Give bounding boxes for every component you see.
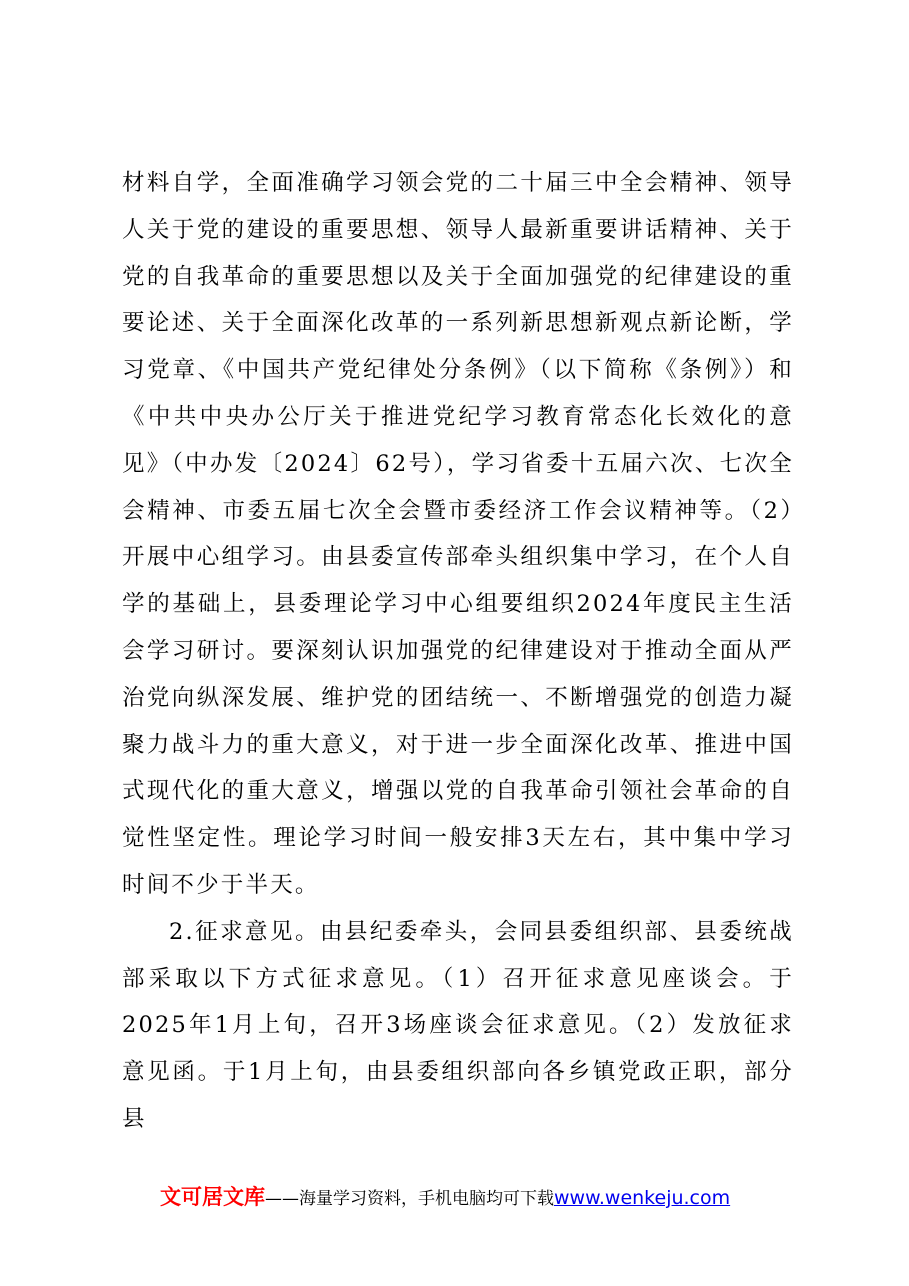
- paragraph-solicit-opinions: 2.征求意见。由县纪委牵头，会同县委组织部、县委统战部采取以下方式征求意见。（1）召开征求意见座谈会。于2025年1月上旬，召开3场座谈会征求意见。（2）发放征求意见函。于1月上旬，由县委组织部向各乡镇党政正职，部分县: [122, 918, 794, 1132]
- footer-banner: [160, 1180, 800, 1214]
- footer-website-link[interactable]: www.wenkeju.com: [554, 1187, 731, 1209]
- paragraph-study-materials: 材料自学，全面准确学习领会党的二十届三中全会精神、领导人关于党的建设的重要思想、领导人最新重要讲话精神、关于党的自我革命的重要思想以及关于全面加强党的纪律建设的重要论述、关于全面深化改革的一系列新思想新观点新论断，学习党章、《中国共产党纪律处分条例》（以下简称《条例》）和《中共中央办公厅关于推进党纪学习教育常态化长效化的意见》（中办发〔2024〕62号），学习省委十五届六次、七次全会精神、市委五届七次全会暨市委经济工作会议精神等。（2）开展中心组学习。由县委宣传部牵头组织集中学习，在个人自学的基础上，县委理论学习中心组要组织2024年度民主生活会学习研讨。要深刻认识加强党的纪律建设对于推动全面从严治党向纵深发展、维护党的团结统一、不断增强党的创造力凝聚力战斗力的重大意义，对于进一步全面深化改革、推进中国式现代化的重大意义，增强以党的自我革命引领社会革命的自觉性坚定性。理论学习时间一般安排3天左右，其中集中学习时间不少于半天。: [122, 170, 794, 898]
- document-body: [122, 160, 794, 1143]
- footer-tagline: 海量学习资料，手机电脑均可下载: [299, 1189, 554, 1209]
- footer-brand-name: 文可居文库: [160, 1185, 265, 1209]
- footer-dash: ——: [265, 1189, 299, 1209]
